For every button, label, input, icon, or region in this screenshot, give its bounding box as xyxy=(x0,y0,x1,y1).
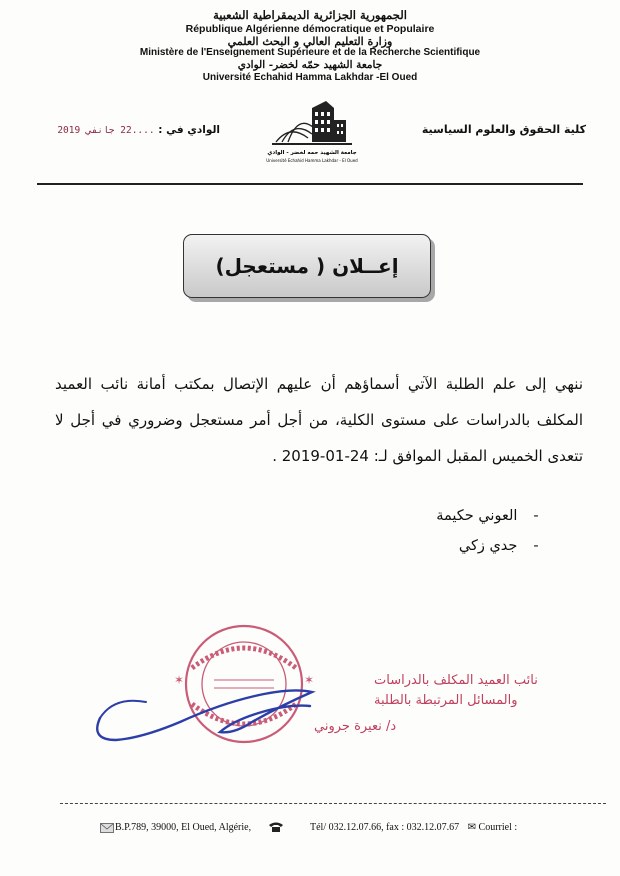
logo-caption-ar: جامعة الشهيد حمه لخضر - الوادي xyxy=(267,150,357,156)
list-item xyxy=(459,538,550,554)
svg-text:✶: ✶ xyxy=(304,673,315,687)
date-line xyxy=(57,124,220,136)
ministry-fr: Ministère de l'Enseignement Supérieure et de la Recherche Scientifique xyxy=(139,47,481,58)
university-logo-icon xyxy=(268,98,356,168)
stamp-line-1: نائب العميد المكلف بالدراسات xyxy=(374,673,538,688)
date-handwritten: ....22 جانفي 2019 xyxy=(57,125,155,136)
announcement-body: ننهي إلى علم الطلبة الآتي أسماؤهم أن عليهم الإتصال بمكتب أمانة نائب العميد المكلف بالدراسات على مستوى الكلية، من أجل أمر مستعجل وضروري في أجل لا تتعدى الخميس المقبل الموافق لـ: 24-01-2019 . xyxy=(55,375,583,465)
stamp-line-2: والمسائل المرتبطة بالطلبة xyxy=(374,693,518,708)
svg-text:✶: ✶ xyxy=(174,673,185,687)
student-name: جدي زكي xyxy=(458,538,518,554)
mail-icon: ✉ xyxy=(467,822,477,834)
phone-icon xyxy=(268,821,284,833)
faculty-name: كلية الحقوق والعلوم السياسية xyxy=(421,123,586,136)
footer-email-label: Courriel : xyxy=(478,822,518,834)
list-bullet: - xyxy=(533,538,539,554)
student-name: العوني حكيمة xyxy=(436,508,518,524)
announcement-title: إعــلان ( مستعجل) xyxy=(215,254,399,278)
stamp-signature-name: د/ نعيرة جروني xyxy=(314,719,397,734)
list-item xyxy=(436,508,550,524)
republic-fr: République Algérienne démocratique et Populaire xyxy=(185,23,435,35)
republic-ar: الجمهورية الجزائرية الديمقراطية الشعبية xyxy=(213,8,407,22)
logo-caption-fr: Université Echahid Hamma Lakhdar - El Oued xyxy=(266,158,358,163)
ministry-ar: وزارة التعليم العالي و البحث العلمي xyxy=(227,35,393,48)
footer-address: B.P.789, 39000, El Oued, Algérie, xyxy=(115,822,252,833)
announcement-title-box xyxy=(183,234,431,298)
mail-icon xyxy=(100,823,114,833)
header-divider xyxy=(37,183,583,185)
date-label: الوادي في : xyxy=(158,124,220,136)
footer-phone-fax: Tél/ 032.12.07.66, fax : 032.12.07.67 xyxy=(310,822,460,834)
footer-divider xyxy=(60,803,606,804)
list-bullet: - xyxy=(533,508,539,524)
university-fr: Université Echahid Hamma Lakhdar -El Oued xyxy=(202,72,418,83)
official-stamp xyxy=(84,622,538,762)
university-ar: جامعة الشهيد حمّه لخضر- الوادي xyxy=(237,59,383,71)
